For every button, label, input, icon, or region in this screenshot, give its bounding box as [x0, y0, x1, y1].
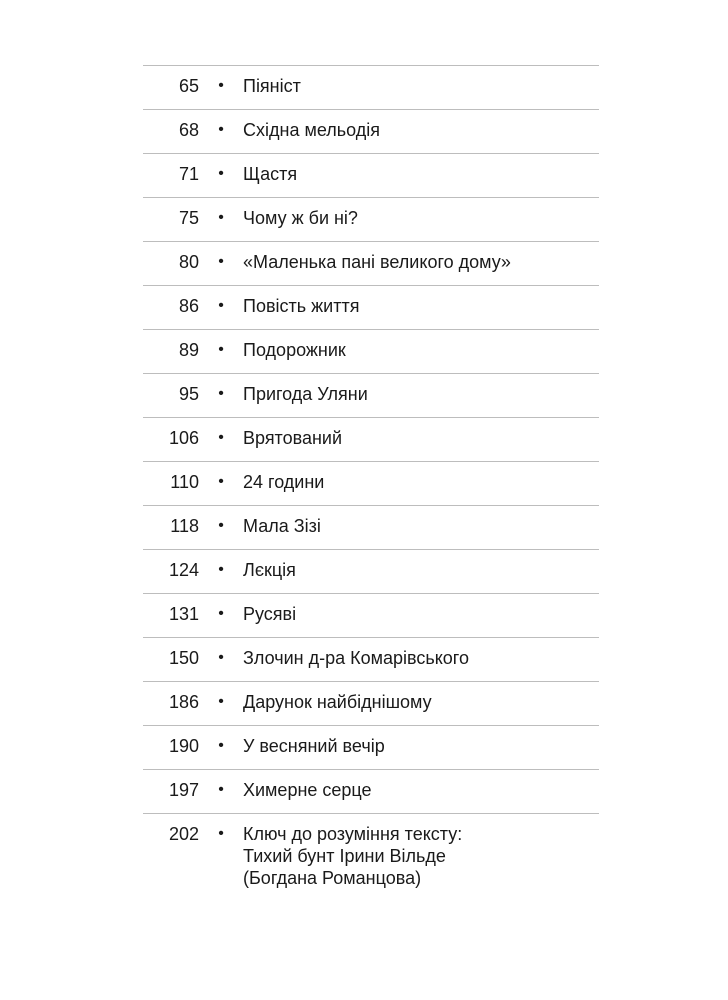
page-number: 186 [168, 692, 199, 712]
toc-entry[interactable] [143, 593, 599, 637]
entry-title-line: (Богдана Романцова) [243, 868, 422, 888]
bullet-icon: • [218, 165, 224, 182]
bullet-icon: • [218, 429, 224, 446]
entry-title: Щастя [243, 164, 298, 184]
toc-entry[interactable] [143, 417, 599, 461]
entry-title: Дарунок найбіднішому [243, 692, 432, 712]
toc-entry[interactable] [143, 65, 599, 109]
toc-entry[interactable] [143, 461, 599, 505]
bullet-icon: • [218, 297, 224, 314]
bullet-icon: • [218, 209, 224, 226]
entry-title: Химерне серце [243, 780, 372, 800]
bullet-icon: • [218, 385, 224, 402]
bullet-icon: • [218, 825, 224, 842]
bullet-icon: • [218, 253, 224, 270]
entry-title: Східна мельодія [243, 120, 380, 140]
entry-title-line: Тихий бунт Ірини Вільде [243, 846, 446, 866]
page-number: 95 [178, 384, 199, 404]
toc-entry[interactable] [143, 681, 599, 725]
entry-title: Лєкція [243, 560, 296, 580]
toc-entry[interactable] [143, 197, 599, 241]
page-number: 131 [168, 604, 199, 624]
entry-title: «Маленька пані великого дому» [243, 252, 511, 272]
toc-entry[interactable] [143, 241, 599, 285]
toc-entry[interactable] [143, 725, 599, 769]
bullet-icon: • [218, 341, 224, 358]
page-number: 202 [168, 824, 199, 844]
entry-title: Піяніст [243, 76, 301, 96]
toc-entry[interactable] [143, 549, 599, 593]
entry-title: Русяві [243, 604, 297, 624]
toc-entry[interactable] [143, 285, 599, 329]
page-number: 75 [178, 208, 199, 228]
bullet-icon: • [218, 561, 224, 578]
page-number: 68 [178, 120, 199, 140]
page-number: 71 [178, 164, 199, 184]
entry-title: Повість життя [243, 296, 360, 316]
page-number: 150 [168, 648, 199, 668]
entry-title: Чому ж би ні? [243, 208, 358, 228]
bullet-icon: • [218, 737, 224, 754]
table-of-contents [143, 65, 599, 897]
page-number: 89 [178, 340, 199, 360]
page-number: 65 [178, 76, 199, 96]
toc-entry[interactable] [143, 329, 599, 373]
bullet-icon: • [218, 605, 224, 622]
toc-entry[interactable] [143, 813, 599, 897]
bullet-icon: • [218, 473, 224, 490]
toc-entry[interactable] [143, 373, 599, 417]
page-number: 118 [170, 516, 199, 536]
toc-entry[interactable] [143, 109, 599, 153]
page-number: 86 [178, 296, 199, 316]
bullet-icon: • [218, 77, 224, 94]
page-number: 110 [170, 472, 199, 492]
entry-title: Злочин д-ра Комарівського [243, 648, 469, 668]
page-number: 197 [168, 780, 199, 800]
page-number: 190 [168, 736, 199, 756]
page-number: 80 [178, 252, 199, 272]
bullet-icon: • [218, 517, 224, 534]
entry-title: 24 години [243, 472, 325, 492]
entry-title [243, 823, 599, 889]
entry-title-line: Ключ до розуміння тексту: [243, 824, 463, 844]
entry-title: Пригода Уляни [243, 384, 368, 404]
toc-entry[interactable] [143, 637, 599, 681]
entry-title: Врятований [243, 428, 343, 448]
bullet-icon: • [218, 121, 224, 138]
entry-title: Подорожник [243, 340, 346, 360]
bullet-icon: • [218, 781, 224, 798]
toc-entry[interactable] [143, 153, 599, 197]
page-number: 106 [168, 428, 199, 448]
toc-entry[interactable] [143, 769, 599, 813]
entry-title: Мала Зізі [243, 516, 321, 536]
toc-entry[interactable] [143, 505, 599, 549]
page-number: 124 [168, 560, 199, 580]
bullet-icon: • [218, 693, 224, 710]
bullet-icon: • [218, 649, 224, 666]
entry-title: У весняний вечір [243, 736, 385, 756]
